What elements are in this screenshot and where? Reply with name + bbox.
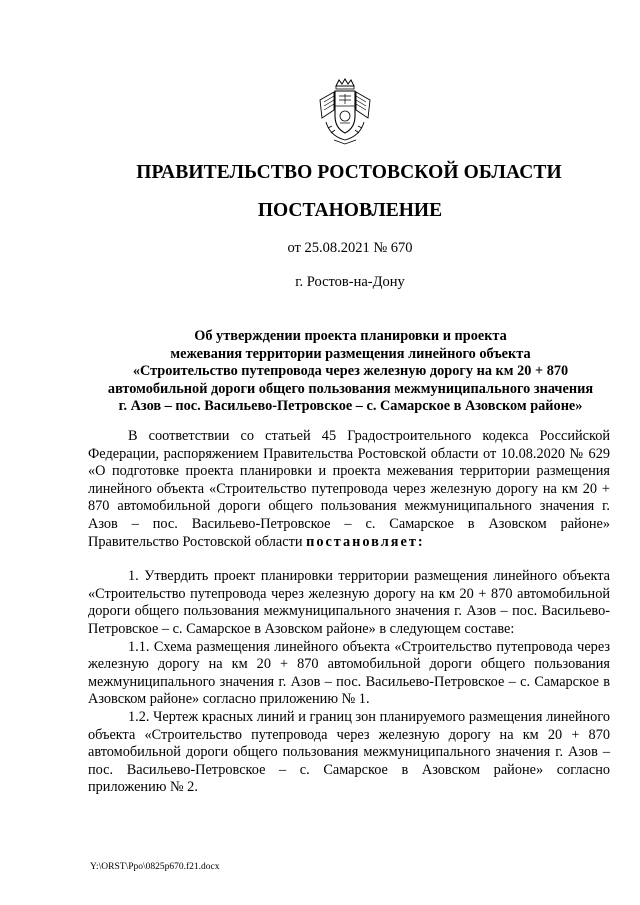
document-type: ПОСТАНОВЛЕНИЕ [257, 200, 443, 221]
document-subject [88, 328, 613, 416]
item-1-paragraph: 1. Утвердить проект планировки территории размещения линейного объекта «Строительство путепровода через железную дорогу на км 20 + 870 автомобильной дороги общего пользования межмуниципального значения г. Азов – пос. Васильево-Петровское – с. Самарское в Азовском районе» в следующем составе: [88, 568, 610, 637]
subject-line: межевания территории размещения линейного объекта [170, 345, 531, 362]
subject-line: автомобильной дороги общего пользования межмуниципального значения [107, 380, 594, 397]
rostov-oblast-coat-of-arms-icon [312, 78, 378, 146]
preamble-text: В соответствии со статьей 45 Градостроительного кодекса Российской Федерации, распоряжением Правительства Ростовской области от 10.08.2020 № 629 «О подготовке проекта планировки и проекта межевания территории размещения линейного объекта «Строительство путепровода через железную дорогу на км 20 + 870 автомобильной дороги общего пользования межмуниципального значения г. Азов – пос. Васильево-Петровское – с. Самарское в Азовском районе» Правительство Ростовской области [88, 428, 610, 550]
subject-line: Об утверждении проекта планировки и проекта [194, 328, 507, 344]
document-city: г. Ростов-на-Дону [295, 274, 405, 290]
organization-title: ПРАВИТЕЛЬСТВО РОСТОВСКОЙ ОБЛАСТИ [136, 162, 562, 183]
document-body [88, 428, 610, 797]
item-1-2-paragraph: 1.2. Чертеж красных линий и границ зон планируемого размещения линейного объекта «Строительство путепровода через железную дорогу на км 20 + 870 автомобильной дороги общего пользования межмуниципального значения г. Азов – пос. Васильево-Петровское – с. Самарское в Азовском районе» согласно приложению № 2. [88, 708, 610, 796]
subject-line: «Строительство путепровода через железную дорогу на км 20 + 870 [132, 363, 569, 379]
item-1-1-paragraph: 1.1. Схема размещения линейного объекта «Строительство путепровода через железную дорогу на км 20 + 870 автомобильной дороги общего пользования межмуниципального значения г. Азов – пос. Васильево-Петровское – с. Самарское в Азовском районе» согласно приложению № 1. [88, 638, 610, 708]
subject-line: г. Азов – пос. Васильево-Петровское – с. Самарское в Азовском районе» [118, 398, 583, 414]
document-date-number: от 25.08.2021 № 670 [287, 240, 413, 256]
preamble-paragraph [88, 428, 610, 551]
file-path-footer: Y:\ORST\Ppo\0825p670.f21.docx [90, 862, 220, 872]
decree-word: постановляет: [306, 533, 425, 550]
